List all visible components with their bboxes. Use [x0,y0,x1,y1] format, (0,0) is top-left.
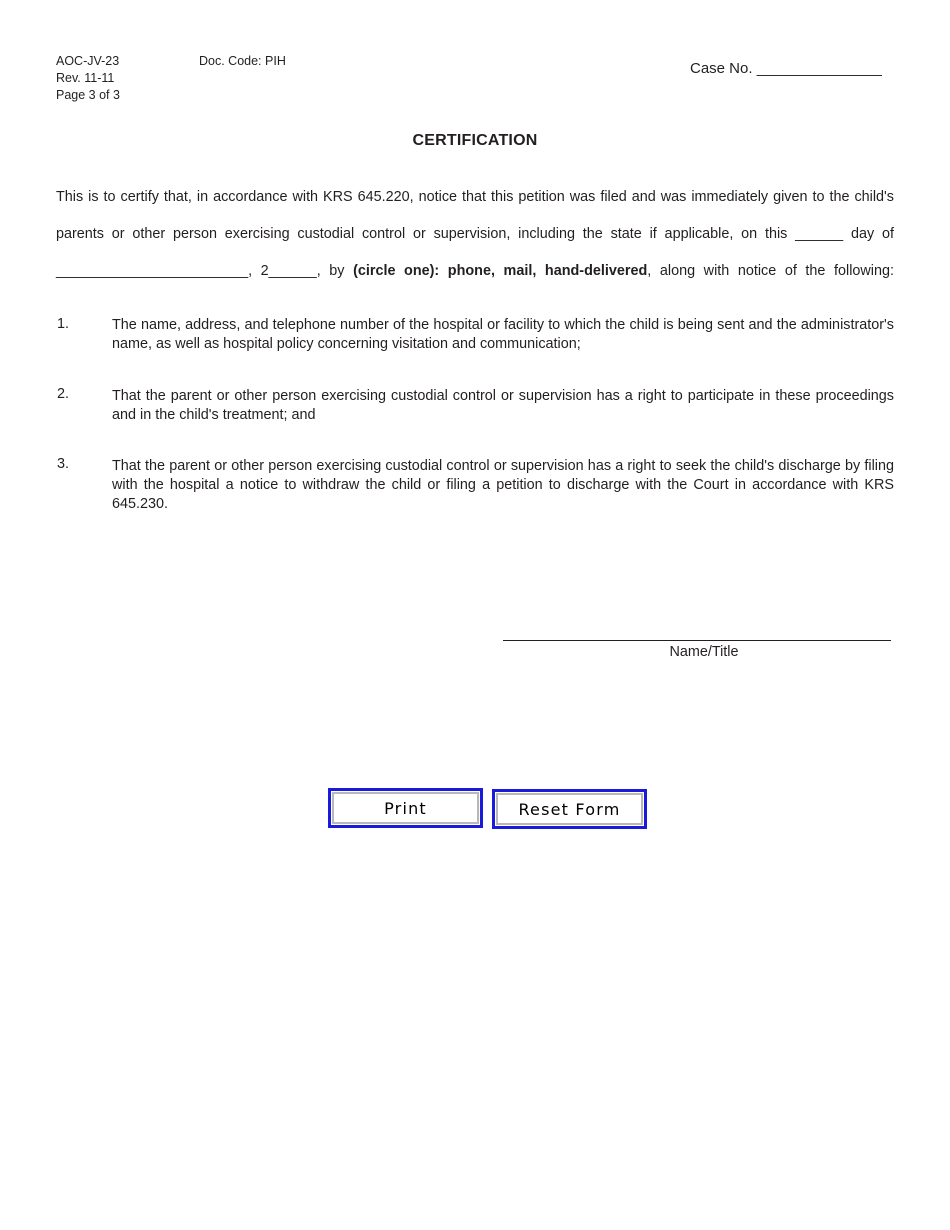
certification-line-3-suffix: , along with notice of the following: [647,263,895,279]
form-id: AOC-JV-23 [56,54,120,68]
certification-line-1: This is to certify that, in accordance with KRS 645.220, notice that this petition was filed and was immediately given to the child's [56,189,894,205]
page-number: Page 3 of 3 [56,88,120,102]
signature-label: Name/Title [669,644,739,660]
delivery-method-options: (circle one): phone, mail, hand-delivered [353,263,648,279]
certification-line-3 [56,263,894,279]
print-button[interactable]: Print [332,792,479,824]
doc-code: Doc. Code: PIH [199,54,286,68]
date-blanks[interactable]: ________________________, 2______, by [56,263,354,279]
item-number: 3. [57,456,70,472]
certification-line-2: parents or other person exercising custodial control or supervision, including the state if applicable, on this ______ day of [56,226,894,242]
signature-line[interactable] [503,640,891,641]
page-title: CERTIFICATION [412,132,538,149]
case-number-field[interactable]: Case No. _______________ [690,60,882,77]
reset-form-button[interactable]: Reset Form [496,793,643,825]
revision: Rev. 11-11 [56,71,115,85]
list-item: The name, address, and telephone number of the hospital or facility to which the child is being sent and the administrator's name, as well as hospital policy concerning visitation and communication; [112,317,894,352]
item-number: 1. [57,316,70,332]
item-number: 2. [57,386,70,402]
list-item: That the parent or other person exercising custodial control or supervision has a right to participate in these proceedings and in the child's treatment; and [112,388,894,423]
print-button-frame [328,788,483,828]
list-item: That the parent or other person exercising custodial control or supervision has a right to seek the child's discharge by filing with the hospital a notice to withdraw the child or filing a petition to discharge with the Court in accordance with KRS 645.230. [112,458,894,512]
form-metadata [56,53,120,104]
reset-button-frame [492,789,647,829]
